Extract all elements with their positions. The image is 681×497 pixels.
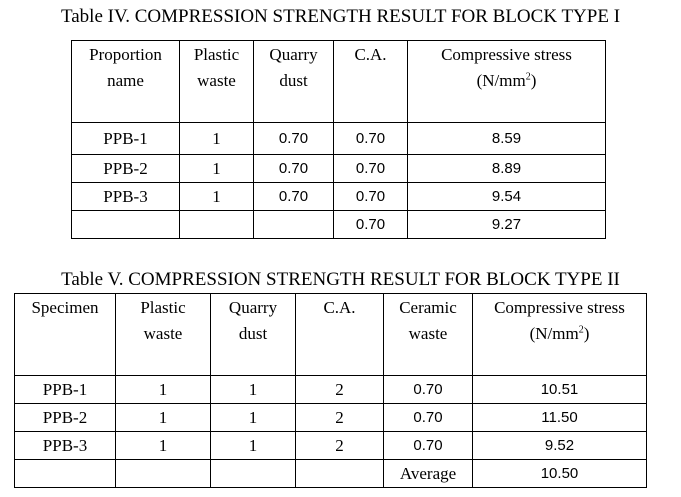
table-iv-caption: Table IV. COMPRESSION STRENGTH RESULT FOR BLOCK TYPE I	[60, 6, 621, 27]
cell: 8.89	[408, 155, 606, 183]
cell	[211, 460, 296, 488]
cell: 1	[180, 123, 254, 155]
header-proportion-name: Proportion name	[72, 41, 180, 123]
table-row	[72, 211, 606, 239]
cell: 0.70	[334, 123, 408, 155]
cell: 8.59	[408, 123, 606, 155]
cell: 9.54	[408, 183, 606, 211]
table-row	[72, 183, 606, 211]
cell: 2	[296, 376, 384, 404]
table-iv-header-row	[72, 41, 606, 123]
cell: PPB-1	[72, 123, 180, 155]
cell: 10.50	[473, 460, 647, 488]
table-row	[72, 155, 606, 183]
cell: 0.70	[254, 183, 334, 211]
cell	[72, 211, 180, 239]
cell: 10.51	[473, 376, 647, 404]
header-ceramic-waste: Ceramic waste	[384, 294, 473, 376]
cell: 11.50	[473, 404, 647, 432]
cell: 1	[211, 376, 296, 404]
cell: 0.70	[334, 211, 408, 239]
header-ca: C.A.	[296, 294, 384, 376]
cell: 0.70	[384, 376, 473, 404]
header-plastic-waste: Plastic waste	[180, 41, 254, 123]
cell	[254, 211, 334, 239]
cell: 1	[116, 404, 211, 432]
cell: 1	[211, 404, 296, 432]
cell: 0.70	[384, 404, 473, 432]
table-v-caption: Table V. COMPRESSION STRENGTH RESULT FOR BLOCK TYPE II	[61, 269, 620, 290]
cell: PPB-1	[15, 376, 116, 404]
cell: PPB-2	[15, 404, 116, 432]
cell: 1	[116, 376, 211, 404]
cell: 0.70	[334, 183, 408, 211]
table-row	[15, 376, 647, 404]
table-v	[14, 293, 647, 488]
header-compressive-stress: Compressive stress $(N/mm^2)$	[473, 294, 647, 376]
header-specimen: Specimen	[15, 294, 116, 376]
cell: Average	[384, 460, 473, 488]
header-quarry-dust: Quarry dust	[254, 41, 334, 123]
cell: 1	[116, 432, 211, 460]
cell: 0.70	[384, 432, 473, 460]
cell: 1	[211, 432, 296, 460]
cell: 9.27	[408, 211, 606, 239]
cell	[116, 460, 211, 488]
cell: 9.52	[473, 432, 647, 460]
cell: 0.70	[334, 155, 408, 183]
cell: 0.70	[254, 155, 334, 183]
cell: 1	[180, 155, 254, 183]
cell: PPB-3	[15, 432, 116, 460]
cell	[180, 211, 254, 239]
cell: 0.70	[254, 123, 334, 155]
cell	[15, 460, 116, 488]
cell: 1	[180, 183, 254, 211]
header-quarry-dust: Quarry dust	[211, 294, 296, 376]
cell	[296, 460, 384, 488]
cell: PPB-2	[72, 155, 180, 183]
table-row	[15, 432, 647, 460]
header-compressive-stress: Compressive stress $(N/mm^2)$	[408, 41, 606, 123]
cell: 2	[296, 404, 384, 432]
table-iv	[71, 40, 606, 239]
cell: PPB-3	[72, 183, 180, 211]
table-row	[15, 404, 647, 432]
table-v-header-row	[15, 294, 647, 376]
header-ca: C.A.	[334, 41, 408, 123]
header-plastic-waste: Plastic waste	[116, 294, 211, 376]
table-row	[72, 123, 606, 155]
table-row	[15, 460, 647, 488]
cell: 2	[296, 432, 384, 460]
